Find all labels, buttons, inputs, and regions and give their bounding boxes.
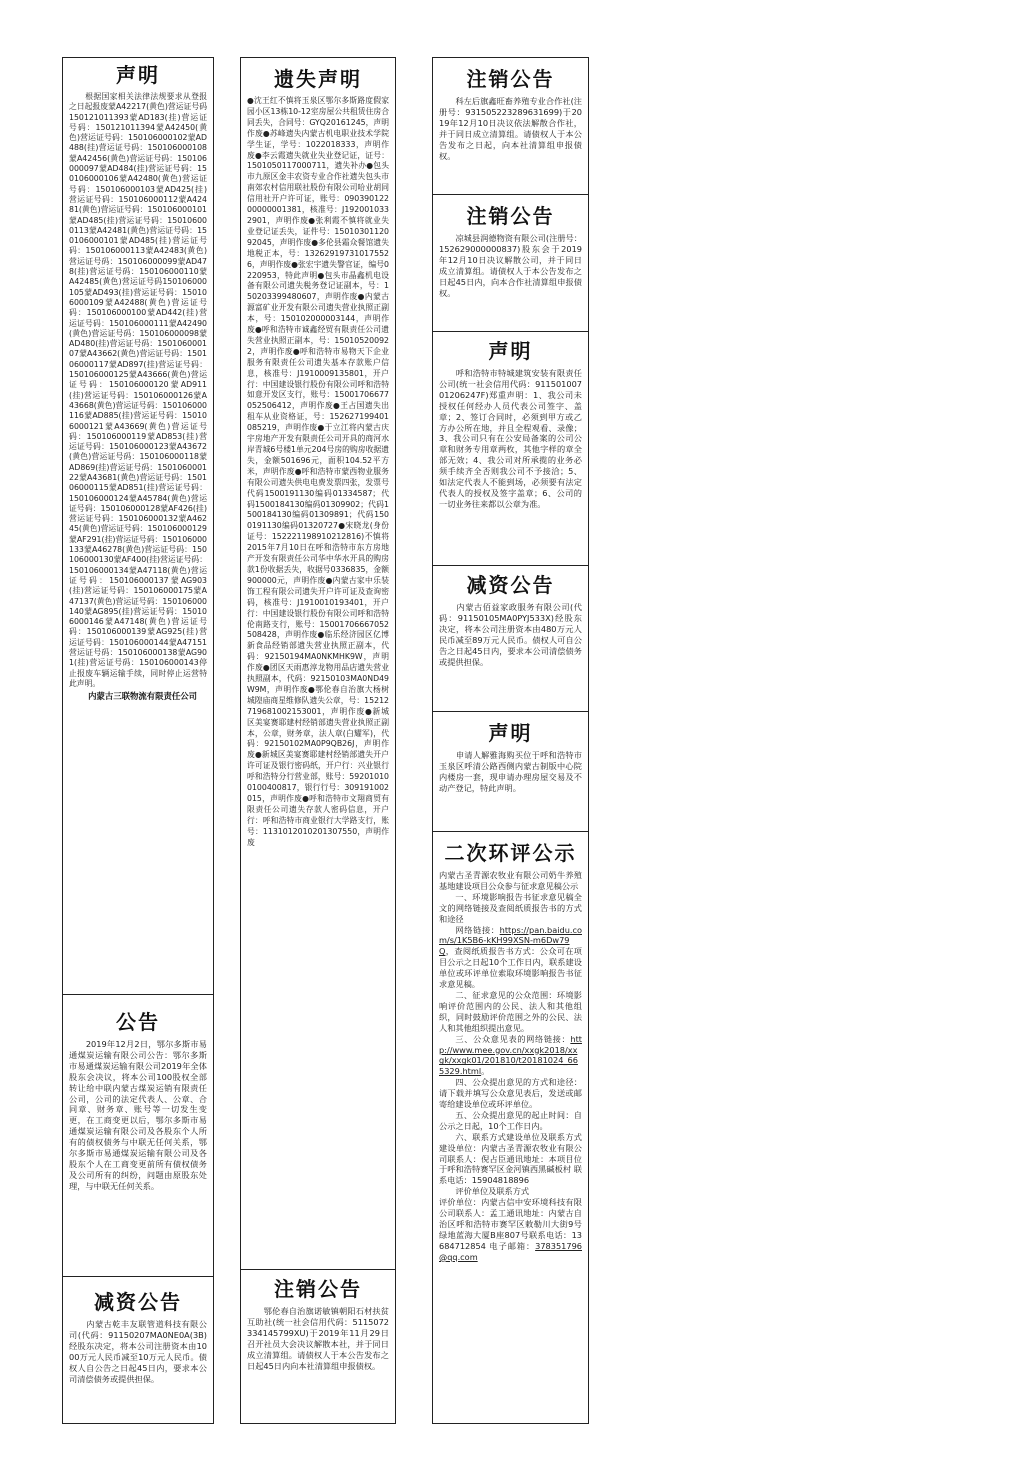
notice-title: 声明 [488, 721, 533, 745]
notice-title: 声明 [488, 339, 533, 363]
eia-section-1-text: ，查阅纸质报告书方式：公众可在项目公示之日起10个工作日内，联系建设单位或环评单位索取环境影响报告书征求意见稿。 [439, 946, 582, 990]
eia-intro: 内蒙古圣青源农牧业有限公司奶牛养殖基地建设项目公众参与征求意见稿公示 [439, 870, 582, 891]
notice-body: 2019年12月2日，鄂尔多斯市易通煤炭运输有限公司公告：鄂尔多斯市易通煤炭运输有限公司2019年全体股东会决议，将本公司100股权全部转让给中联内蒙古煤炭运销有限责任公司，公司的法定代表人、公章、合同章、财务章、账号等一切发生变更，在工商变更以后，鄂尔多斯市易通煤炭运输有限公司及各股东个人所有的债权债务与中联无任何关系，鄂尔多斯市易通煤炭运输有限公司及各股东个人在工商变更前所有债权债务及公司所有的纠纷，问题由原股东处理，与中联无任何关系。 [69, 1039, 207, 1191]
notice-column-right [432, 57, 589, 1424]
notice-announcement [63, 995, 213, 1277]
notice-body: 申请人解雅海购买位于呼和浩特市玉泉区呼清公路西侧内蒙古制版中心院内楼房一套，现申请办理房屋交易及不动产登记，特此声明。 [439, 750, 582, 793]
notice-declaration-company [433, 332, 588, 566]
eia-section-4: 四、公众提出意见的方式和途径：请下载并填写公众意见表后，发送或邮寄给建设单位或环评单位。 [439, 1077, 582, 1110]
eia-section-5: 五、公众提出意见的起止时间：自公示之日起，10个工作日内。 [439, 1109, 582, 1131]
notice-title: 二次环评公示 [444, 841, 577, 865]
notice-title: 减资公告 [94, 1290, 182, 1314]
eia-section-3-prefix: 三、公众意见表的网络链接： [455, 1033, 571, 1044]
eia-section-2: 二、征求意见的公众范围：环境影响评价范围内的公民、法人和其他组织，同时鼓励评价范围之外的公民、法人和其他组织提出意见。 [439, 989, 582, 1033]
notice-declaration-scrap [63, 58, 213, 995]
eia-section-6: 六、联系方式建设单位及联系方式建设单位：内蒙古圣青源农牧业有限公司联系人：倪占臣通讯地址：本项目位于呼和浩特赛罕区金河镇西黑碱板村 联系电话：15904818896 [439, 1131, 582, 1186]
notice-title: 注销公告 [466, 204, 555, 228]
notice-environmental-assessment [433, 832, 588, 1422]
notice-body: 根据国家相关法律法规要求从登报之日起报废蒙A42217(黄色)营运证号码150121011393蒙AD183(挂)营运证号码：150121011394蒙A42450(黄色)营运证号码：150106000102蒙AD488(挂)营运证号码：150106000108蒙A42456(黄色)营运证号码：150106000097蒙AD484(挂)营运证号码：150106000106蒙A42480(黄色)营运证号码：150106000103蒙AD425(挂)营运证号码：150106000112蒙A42481(黄色)营运证号码：150106000101蒙AD485(挂)营运证号码：150106000113蒙A42481(黄色)营运证号码：150106000101蒙AD485(挂)营运证号码：150106000113蒙A42483(黄色)营运证号码：150106000099蒙AD478(挂)营运证号码：150106000110蒙A42485(黄色)营运证号码150106000105蒙AD493(挂)营运证号码：150106000109蒙A42488(黄色)营运证号码：150106000100蒙AD442(挂)营运证号码：150106000111蒙A42490(黄色)营运证号码：150106000098蒙AD480(挂)营运证号码：150106000107蒙A43662(黄色)营运证号码：150106000117蒙AD897(挂)营运证号码：150106000125蒙A43666(黄色)营运证号码：150106000120蒙AD911(挂)营运证号码：150106000126蒙A43668(黄色)营运证号码：150106000116蒙AD885(挂)营运证号码：150106000121蒙A43669(黄色)营运证号码：150106000119蒙AD853(挂)营运证号码：150106000123蒙A43672(黄色)营运证号码：150106000118蒙AD869(挂)营运证号码：150106000122蒙A43681(黄色)营运证号码：150106000115蒙AD851(挂)营运证号码：150106000124蒙A45784(黄色)营运证号码：150106000128蒙AF426(挂)营运证号码：150106000132蒙A46245(黄色)营运证号码：150106000129蒙AF291(挂)营运证号码：150106000133蒙A46278(黄色)营运证号码：150106000130蒙AF400(挂)营运证号码：150106000134蒙A47118(黄色)营运证号码：150106000137蒙AG903(挂)营运证号码：150106000175蒙A47137(黄色)营运证号码：150106000140蒙AG895(挂)营运证号码：150106000146蒙A47148(黄色)营运证号码：150106000139蒙AG925(挂)营运证号码：150106000144蒙A47151营运证号码：150106000138蒙AG901(挂)营运证号码：150106000143停止报废车辆运输手续，同时停止运营特此声明。 [69, 92, 207, 688]
eia-section-3 [439, 1034, 582, 1078]
notice-body: 科左后旗鑫旺畜养殖专业合作社(注册号：931505223289631699)于2019年12月10日决议依法解散合作社，并于同日成立清算组。请债权人于本公告发布之日起，向本社清算组申报债权。 [439, 96, 582, 161]
report-download-link[interactable]: https://pan.baidu.com/s/1K5B6-kKH99XSN-m6Dw79Q [439, 924, 582, 957]
notice-title: 遗失声明 [274, 67, 362, 91]
notice-body: ●沈王红不慎将玉泉区鄂尔多斯路度假家园小区13栋10-12室房屋公共租赁住房合同丢失，合同号：GYQ20161245，声明作废●苏峰遗失内蒙古机电职业技术学院学生证，学号：1022018333，声明作废●李云霞遗失就业失业登记证，证号：1501050117000711，遗失补办●包头市九原区金丰农资专业合作社遗失包头市南郊农村信用联社股份有限公司哈业胡同信用社开户许可证，账号：09039012200000001381，核准号：J1920010332901，声明作废●张利霞不慎将就业失业登记证丢失，证件号：1501030112092045，声明作废●多伦县霜众餐馆遗失地税正本，号：132629197310175526，声明作废●张宏宇遗失警官证，编号0220953，特此声明●包头市晶鑫机电设备有限公司遗失税务登记证副本，号：150203399480607，声明作废●内蒙古源富矿业开发有限公司遗失营业执照正副本，号：150102000003144，声明作废●呼和浩特市诚鑫经贸有限责任公司遗失营业执照正副本，号：150105200922，声明作废●呼和浩特市易物天下企业服务有限责任公司遗失基本存款账户信息，核准号：J1910009135801，开户行：中国建设银行股份有限公司呼和浩特如意开发区支行，账号：15001706677052506412，声明作废●王占国遗失出租车从业资格证，号：152627199401085219，声明作废●于立江将内蒙古庆宇房地产开发有限责任公司开具的商河水岸青城6号楼1单元204号房的购房收据遗失，金额501696元，面积104.52平方米，声明作废●呼和浩特市蒙西物业服务有限公司遗失供电电费发票四张，发票号代码1500191130编码01334587；代码1500184130编码01309902；代码1500184130编码01309891；代码1500191130编码01320727●宋晓龙(身份证号：152221198910212816)不慎将2015年7月10日在呼和浩特市东方房地产开发有限责任公司华中华水开具的购房款1份收据丢失，收据号0336835，金额900000元，声明作废●内蒙古家中乐装饰工程有限公司遗失开户许可证及查询密码，核准号：J1910010193401，开户行：中国建设银行股份有限公司呼和浩特伦南路支行，账号：15001706667052508428，声明作废●临乐经济园区亿博新食品经销部遗失营业执照正副本，代码：92150194MA0NKMHK9W，声明作废●团区天雨惠淳龙物用品店遗失营业执照副本，代码：92150103MA0ND49W9M，声明作废●鄂伦春自治旗大杨树城隍庙商星维修队遗失公章，号：15212719681002153001，声明作废●新城区美宴赛耶建村经销部遗失营业执照正副本，公章，财务章，法人章(白耀军)，代码：92150102MA0P9QB26J，声明作废●新城区美宴赛耶建村经销部遗失开户许可证及银行密码纸，开户行：兴业银行呼和浩特分行营业部，账号：592010100100400817，银行行号：309191002015，声明作废●呼和浩特市文翔商贸有限责任公司遗失存款人密码信息，开户行：呼和浩特市商业银行大学路支行，账号：1131012010201307550，声明作废 [247, 96, 390, 847]
eia-section-3-suffix: 。 [481, 1066, 490, 1077]
notice-capital-reduction [433, 566, 588, 712]
notice-deregistration-coop [433, 58, 588, 195]
eia-link-prefix: 网络链接： [455, 924, 500, 935]
notice-body: 呼和浩特市特城建筑安装有限责任公司(统一社会信用代码：91150100701206247F)郑重声明：1、我公司未授权任何经办人员代表公司签字、盖章；2、签订合同时，必须到甲方或乙方办公所在地，并且全程观看、录像；3、我公司只有在公安局备案的公司公章和财务专用章两枚，其他字样的章全部无效；4、我公司对所承揽的业务必须手续齐全否则我公司不予接洽；5、如法定代表人不能到场，必须要有法定代表人的授权及签字盖章；6、公司的一切业务往来都以公章为准。 [439, 368, 582, 509]
notice-title: 注销公告 [466, 67, 555, 91]
notice-body: 鄂伦春自治旗诺敏镇朝阳石材扶贫互助社(统一社会信用代码：5115072334145799XU)于2019年11月29日召开社员大会决议解散本社，并于同日成立清算组。请债权人于本公告发布之日起45日内向本社清算组申报债权。 [247, 1306, 389, 1371]
notice-capital-reduction [63, 1277, 213, 1423]
contact-email-link[interactable]: 378351796@qq.com [439, 1240, 582, 1262]
eia-section-8-text: 评价单位：内蒙古信中安环境科技有限公司联系人：孟工通讯地址：内蒙古自治区呼和浩特市赛罕区敕勒川大街9号绿地蓝海大厦B座807号联系电话：13684712854 电子邮箱： [439, 1197, 582, 1251]
notice-signature: 内蒙古三联物流有限责任公司 [88, 691, 197, 702]
notice-deregistration-company [433, 195, 588, 332]
notice-title: 公告 [116, 1010, 160, 1034]
notice-body: 内蒙古乾丰友联管道科技有限公司(代码：91150207MA0NE0A(3B)经股东决定，将本公司注册资本由1000万元人民币减至10万元人民币。债权人自公告之日起45日内，要求本公司清偿债务或提供担保。 [69, 1319, 207, 1384]
notice-body: 凉城县润德物资有限公司(注册号：152629000000837)股东会于2019年12月10日决议解散公司，并于同日成立清算组。请债权人于本公告发布之日起45日内，向本合作社清算组申报债权。 [439, 233, 582, 298]
eia-section-8 [439, 1197, 582, 1262]
notice-column-left [62, 57, 214, 1424]
notice-lost-declarations [241, 58, 395, 1270]
notice-title: 声明 [116, 63, 160, 87]
eia-section-1: 一、环境影响报告书征求意见稿全文的网络链接及查阅纸质报告书的方式和途径 [439, 891, 582, 924]
eia-section-1-link [439, 925, 582, 990]
notice-title: 注销公告 [274, 1277, 362, 1301]
notice-declaration-property [433, 712, 588, 832]
eia-section-7: 评价单位及联系方式 [455, 1186, 530, 1197]
notice-body: 内蒙古佰益家政服务有限公司(代码：91150105MA0PYJ533X)经股东决定，将本公司注册资本由480万元人民币减至89万元人民币。债权人可自公告之日起45日内，要求本公司清偿债务或提供担保。 [439, 602, 582, 667]
opinion-form-link[interactable]: http://www.mee.gov.cn/xxgk2018/xxgk/xxgk01/201810/t20181024_665329.html [439, 1033, 582, 1077]
notice-title: 减资公告 [466, 573, 555, 597]
notice-column-middle [240, 57, 396, 1424]
notice-deregistration [241, 1270, 395, 1423]
